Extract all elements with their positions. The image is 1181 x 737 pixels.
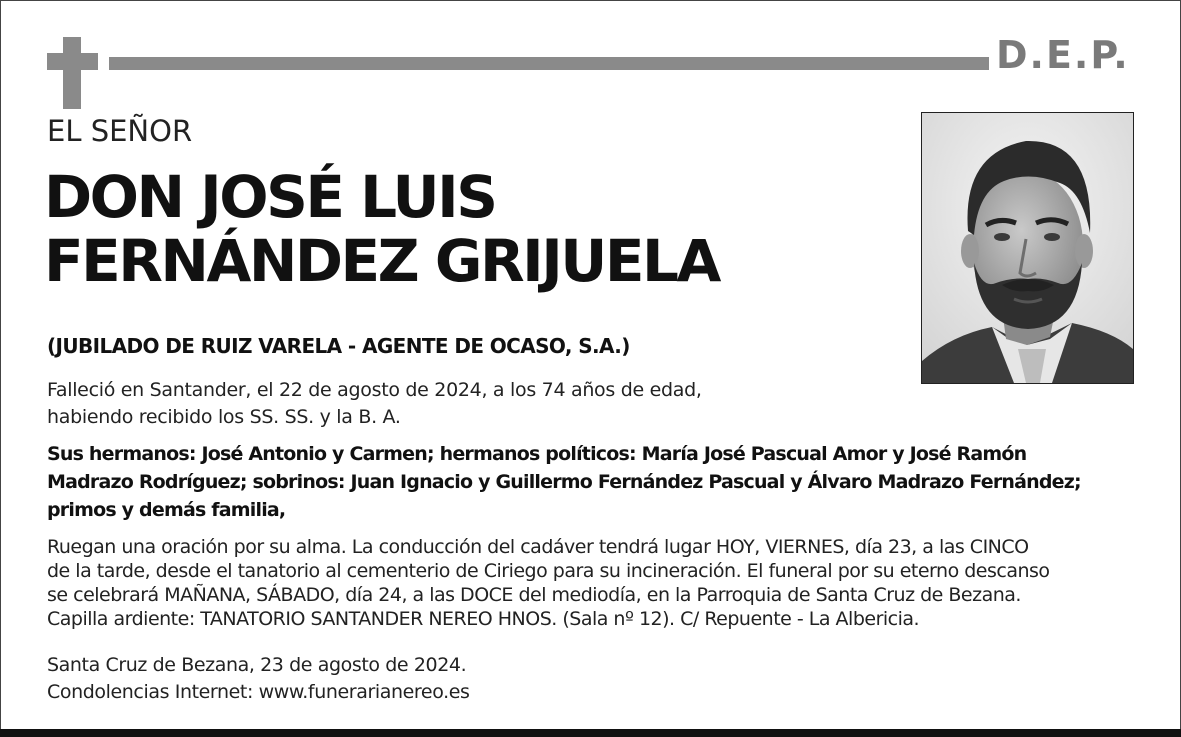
deceased-name-line-2: FERNÁNDEZ GRIJUELA <box>44 227 719 295</box>
service-line: Capilla ardiente: TANATORIO SANTANDER NEREO HNOS. (Sala nº 12). C/ Repuente - La Albericia. <box>47 608 920 630</box>
family-list <box>47 440 1081 524</box>
service-line: se celebrará MAÑANA, SÁBADO, día 24, a las DOCE del mediodía, en la Parroquia de Santa Cruz de Bezana. <box>47 584 1021 606</box>
pre-title: EL SEÑOR <box>47 114 193 148</box>
place-date: Santa Cruz de Bezana, 23 de agosto de 2024. <box>47 654 467 676</box>
death-notice-line: Falleció en Santander, el 22 de agosto de 2024, a los 74 años de edad, <box>47 379 702 401</box>
portrait-illustration <box>922 113 1133 383</box>
bottom-border <box>0 729 1181 737</box>
death-notice-line: habiendo recibido los SS. SS. y la B. A. <box>47 406 401 428</box>
family-line: primos y demás familia, <box>47 499 286 521</box>
family-line: Madrazo Rodríguez; sobrinos: Juan Ignacio y Guillermo Fernández Pascual y Álvaro Madrazo Fernández; <box>47 471 1081 493</box>
portrait-photo <box>921 112 1134 384</box>
deceased-name <box>44 165 719 293</box>
dep-label: D.E.P. <box>996 33 1130 77</box>
death-notice <box>47 377 702 431</box>
service-line: Ruegan una oración por su alma. La conducción del cadáver tendrá lugar HOY, VIERNES, día 23, a las CINCO <box>47 536 1029 558</box>
service-line: de la tarde, desde el tanatorio al cementerio de Ciriego para su incineración. El funeral por su eterno descanso <box>47 560 1050 582</box>
occupation: (JUBILADO DE RUIZ VARELA - AGENTE DE OCASO, S.A.) <box>47 334 630 358</box>
cross-icon-arm <box>47 53 98 70</box>
condolences-link: Condolencias Internet: www.funerarianereo.es <box>47 681 470 703</box>
family-line: Sus hermanos: José Antonio y Carmen; hermanos políticos: María José Pascual Amor y José Ramón <box>47 443 1027 465</box>
cross-icon <box>63 37 81 109</box>
deceased-name-line-1: DON JOSÉ LUIS <box>44 163 496 231</box>
service-details <box>47 535 1050 631</box>
header-rule <box>109 57 989 70</box>
footer <box>47 652 470 706</box>
